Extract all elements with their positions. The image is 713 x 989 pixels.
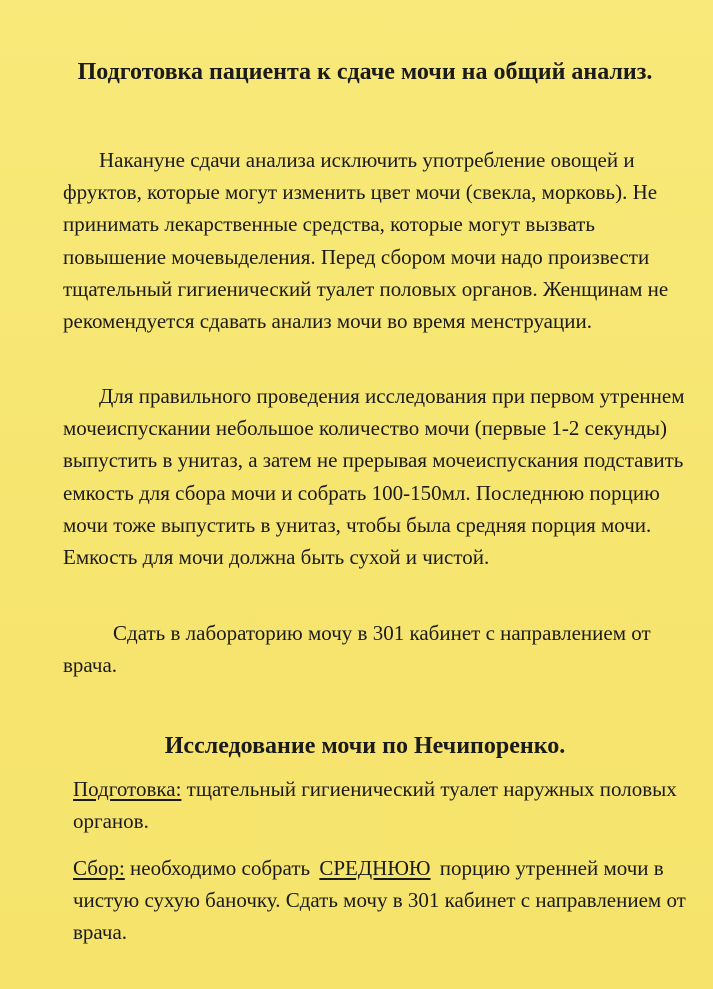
collection-text-after: порцию утренней мочи в чистую сухую баночку. Сдать мочу в 301 кабинет с направлением от врача. <box>73 856 686 945</box>
nechiporenko-title: Исследование мочи по Нечипоренко. <box>164 733 566 759</box>
nechiporenko-collection <box>73 852 688 949</box>
paragraph-collection-procedure: Для правильного проведения исследования при первом утреннем мочеиспускании небольшое количество мочи (первые 1-2 секунды) выпустить в унитаз, а затем не прерывая мочеиспускания подставить емкость для сбора мочи и собрать 100-150мл. Последнюю порцию мочи тоже выпустить в унитаз, чтобы была средняя порция мочи. Емкость для мочи должна быть сухой и чистой. <box>63 384 685 570</box>
collection-text-before: необходимо собрать <box>124 856 316 880</box>
preparation-text: тщательный гигиенический туалет наружных половых органов. <box>73 777 677 834</box>
paragraph-delivery: Сдать в лабораторию мочу в 301 кабинет с направлением от врача. <box>63 621 651 678</box>
middle-portion-emphasis: СРЕДНЮЮ <box>319 856 431 880</box>
nechiporenko-preparation <box>73 773 688 837</box>
preparation-label: Подготовка: <box>73 777 182 801</box>
main-title: Подготовка пациента к сдаче мочи на общий анализ. <box>77 59 653 85</box>
collection-label: Сбор: <box>73 856 125 880</box>
paragraph-day-before: Накануне сдачи анализа исключить употребление овощей и фруктов, которые могут изменить цвет мочи (свекла, морковь). Не принимать лекарственные средства, которые могут вызвать повышение мочевыделения. Перед сбором мочи надо произвести тщательный гигиенический туалет половых органов. Женщинам не рекомендуется сдавать анализ мочи во время менструации. <box>63 148 669 334</box>
